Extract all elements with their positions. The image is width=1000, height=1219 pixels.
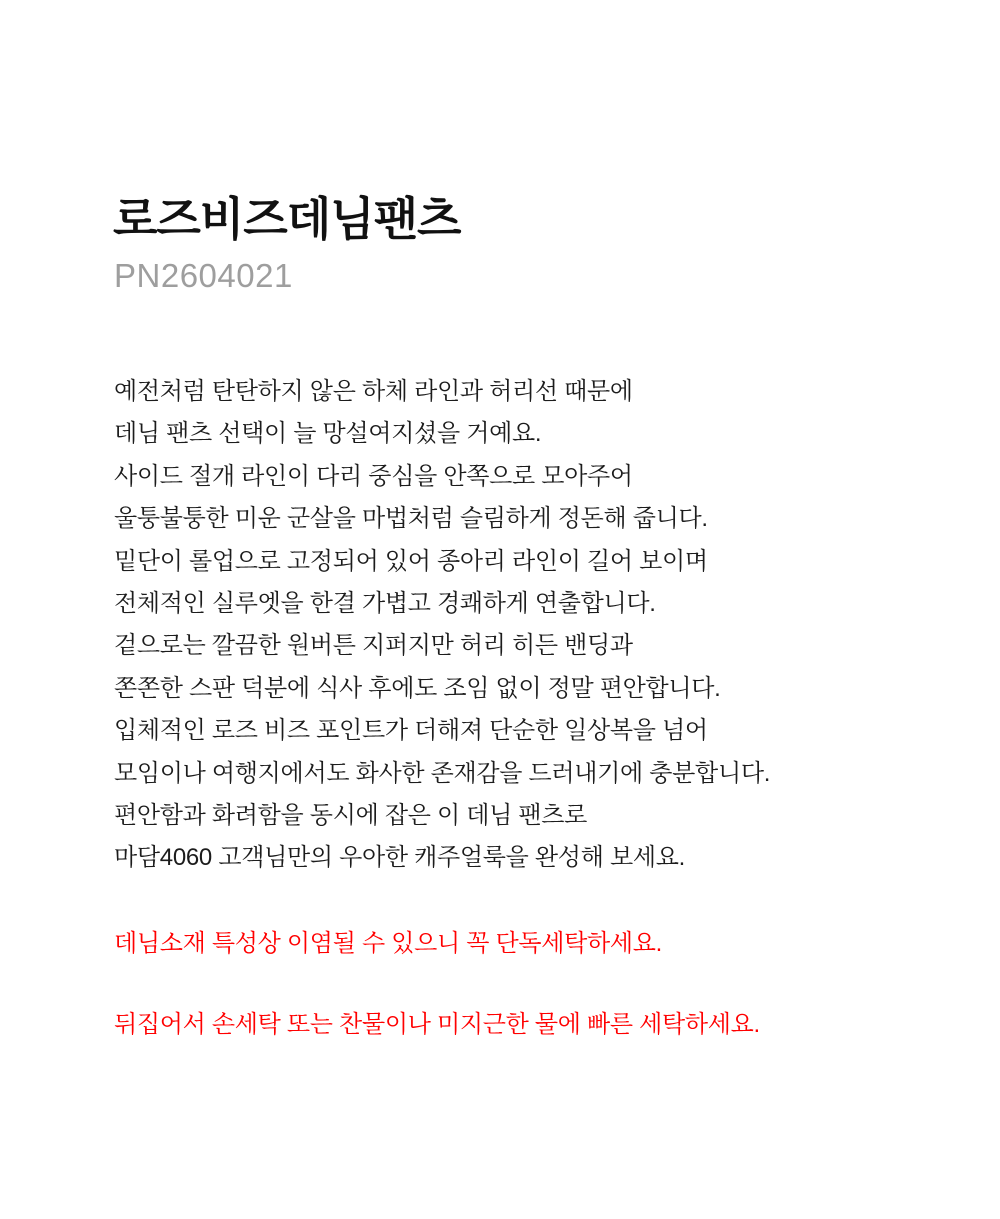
description-line: 마담4060 고객님만의 우아한 캐주얼룩을 완성해 보세요. [114, 844, 685, 872]
description-line: 입체적인 로즈 비즈 포인트가 더해져 단순한 일상복을 넘어 [114, 717, 708, 745]
description-line: 편안함과 화려함을 동시에 잡은 이 데님 팬츠로 [114, 802, 588, 830]
description-line: 울퉁불퉁한 미운 군살을 마법처럼 슬림하게 정돈해 줍니다. [114, 505, 708, 533]
description-line: 예전처럼 탄탄하지 않은 하체 라인과 허리선 때문에 [114, 378, 633, 405]
care-note-wash-separately: 데님소재 특성상 이염될 수 있으니 꼭 단독세탁하세요. [114, 930, 663, 957]
care-note-wash-instructions: 뒤집어서 손세탁 또는 찬물이나 미지근한 물에 빠른 세탁하세요. [114, 1011, 760, 1038]
description-line: 데님 팬츠 선택이 늘 망설여지셨을 거예요. [114, 420, 542, 448]
product-title: 로즈비즈데님팬츠 [113, 193, 461, 245]
description-line: 쫀쫀한 스판 덕분에 식사 후에도 조임 없이 정말 편안합니다. [114, 674, 721, 702]
description-line: 겉으로는 깔끔한 원버튼 지퍼지만 허리 히든 밴딩과 [114, 632, 633, 660]
product-description [114, 371, 894, 880]
product-code: PN2604021 [114, 257, 293, 294]
description-line: 전체적인 실루엣을 한결 가볍고 경쾌하게 연출합니다. [114, 590, 656, 618]
description-line: 사이드 절개 라인이 다리 중심을 안쪽으로 모아주어 [114, 462, 633, 490]
description-line: 밑단이 롤업으로 고정되어 있어 종아리 라인이 길어 보이며 [114, 547, 708, 575]
description-line: 모임이나 여행지에서도 화사한 존재감을 드러내기에 충분합니다. [114, 759, 771, 787]
